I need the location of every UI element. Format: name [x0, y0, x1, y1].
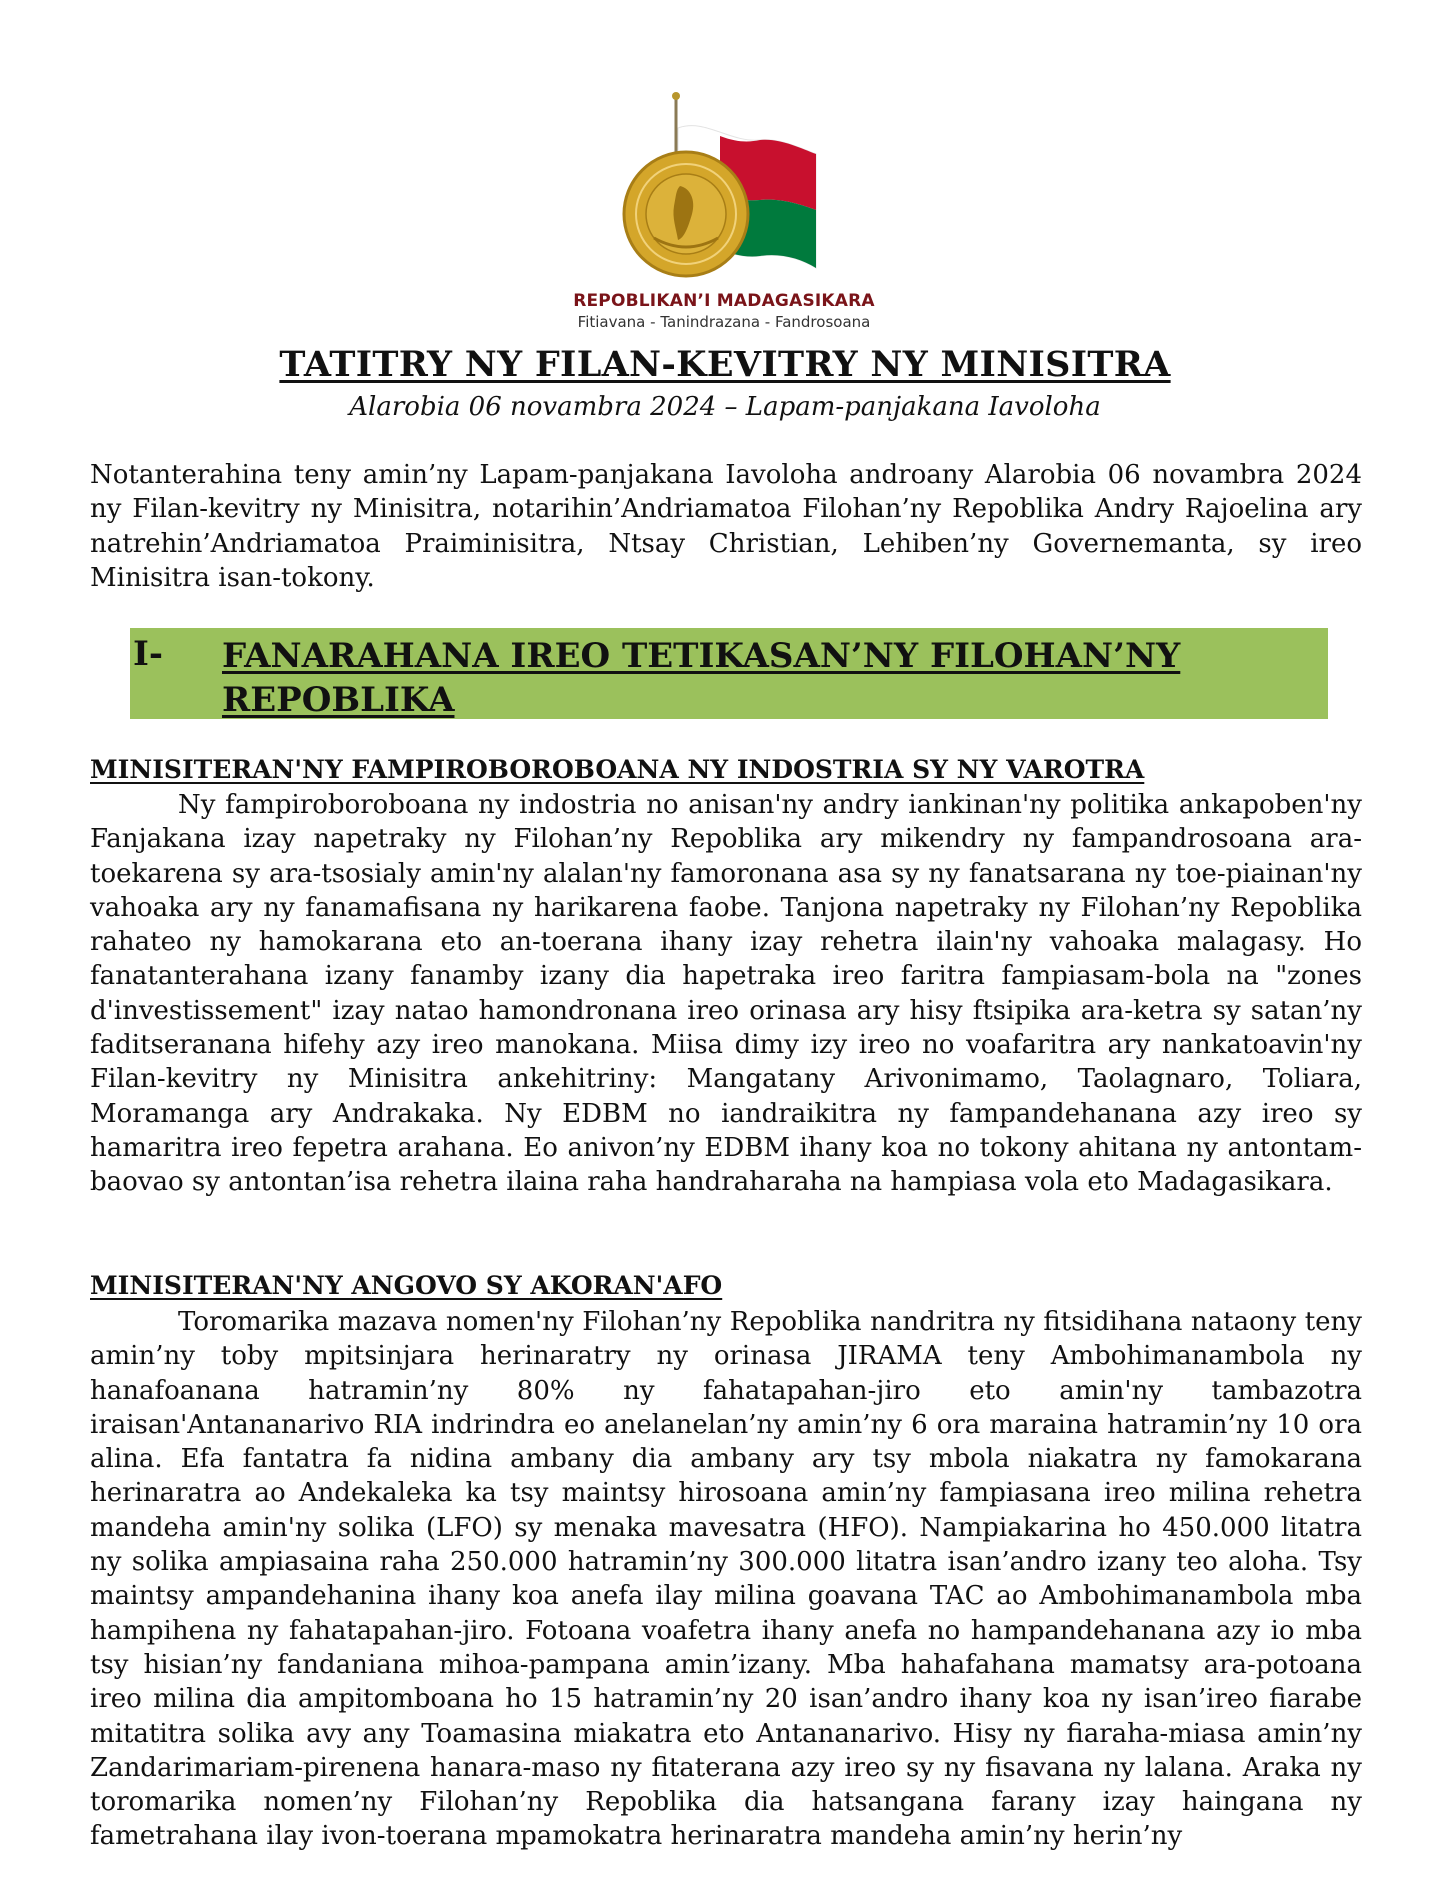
republic-motto: Fitiavana - Tanindrazana - Fandrosoana [577, 313, 871, 331]
intro-paragraph: Notanterahina teny amin’ny Lapam-panjakana Iavoloha androany Alarobia 06 novambra 2024 ny Filan-kevitry ny Minisitra, notarihin’Andriamatoa Filohan’ny Repoblika Andry Rajoelina ary natrehin’Andriamatoa Praiminisitra, Ntsay Christian, Lehiben’ny Governemanta, sy ireo Minisitra isan-tokony. [90, 460, 1362, 593]
section-title: FANARAHANA IREO TETIKASAN’NY FILOHAN’NY REPOBLIKA [222, 636, 1181, 720]
republic-emblem [610, 88, 850, 298]
subsection-heading-energy: MINISITERAN'NY ANGOVO SY AKORAN'AFO [90, 1271, 723, 1300]
document-subtitle: Alarobia 06 novambra 2024 – Lapam-panjakana Iavoloha [349, 392, 1101, 422]
subsection-body-energy: Toromarika mazava nomen'ny Filohan’ny Repoblika nandritra ny fitsidihana nataony teny amin’ny toby mpitsinjara herinaratry ny orinasa JIRAMA teny Ambohimanambola ny hanafoanana hatramin’ny 80% ny fahatapahan-jiro eto amin'ny tambazotra iraisan'Antananarivo RIA indrindra eo anelanelan’ny amin’ny 6 ora maraina hatramin’ny 10 ora alina. Efa fantatra fa nidina ambany dia ambany ary tsy mbola niakatra ny famokarana herinaratra ao Andekaleka ka tsy maintsy hirosoana amin’ny fampiasana ireo milina rehetra mandeha amin'ny solika (LFO) sy menaka mavesatra (HFO). Nampiakarina ho 450.000 litatra ny solika ampiasaina raha 250.000 hatramin’ny 300.000 litatra isan’andro izany teo aloha. Tsy maintsy ampandehanina ihany koa anefa ilay milina goavana TAC ao Ambohimanambola mba hampihena ny fahatapahan-jiro. Fotoana voafetra ihany anefa no hampandehanana azy io mba tsy hisian’ny fandaniana mihoa-pampana amin’izany. Mba hahafahana mamatsy ara-potoana ireo milina dia ampitomboana ho 15 hatramin’ny 20 isan’andro ihany koa ny isan’ireo fiarabe mitatitra solika avy any Toamasina miakatra eto Antananarivo. Hisy ny fiaraha-miasa amin’ny Zandarimariam-pirenena hanara-maso ny fitaterana azy ireo sy ny fisavana ny lalana. Araka ny toromarika nomen’ny Filohan’ny Repoblika dia hatsangana farany izay haingana ny fametrahana ilay ivon-toerana mpamokatra herinaratra mandeha amin’ny herin’ny [90, 1307, 1362, 1852]
subsection-heading-industry: MINISITERAN'NY FAMPIROBOROBOANA NY INDOSTRIA SY NY VAROTRA [90, 755, 1145, 784]
section-number: I- [133, 634, 164, 674]
document-title: TATITRY NY FILAN-KEVITRY NY MINISITRA [279, 344, 1171, 385]
republic-name: REPOBLIKAN’I MADAGASIKARA [573, 291, 875, 311]
subsection-body-industry: Ny fampiroboroboana ny indostria no anisan'ny andry iankinan'ny politika ankapoben'ny Fanjakana izay napetraky ny Filohan’ny Repoblika ary mikendry ny fampandrosoana ara-toekarena sy ara-tsosialy amin'ny alalan'ny famoronana asa sy ny fanatsarana ny toe-piainan'ny vahoaka ary ny fanamafisana ny harikarena faobe. Tanjona napetraky ny Filohan’ny Repoblika rahateo ny hamokarana eto an-toerana ihany izay rehetra ilain'ny vahoaka malagasy. Ho fanatanterahana izany fanamby izany dia hapetraka ireo faritra fampiasam-bola na "zones d'investissement" izay natao hamondronana ireo orinasa ary hisy ftsipika ara-ketra sy satan’ny faditseranana hifehy azy ireo manokana. Miisa dimy izy ireo no voafaritra ary nankatoavin'ny Filan-kevitry ny Minisitra ankehitriny: Mangatany Arivonimamo, Taolagnaro, Toliara, Moramanga ary Andrakaka. Ny EDBM no iandraikitra ny fampandehanana azy ireo sy hamaritra ireo fepetra arahana. Eo anivon’ny EDBM ihany koa no tokony ahitana ny antontam-baovao sy antontan’isa rehetra ilaina raha handraharaha na hampiasa vola eto Madagasikara. [90, 790, 1362, 1198]
